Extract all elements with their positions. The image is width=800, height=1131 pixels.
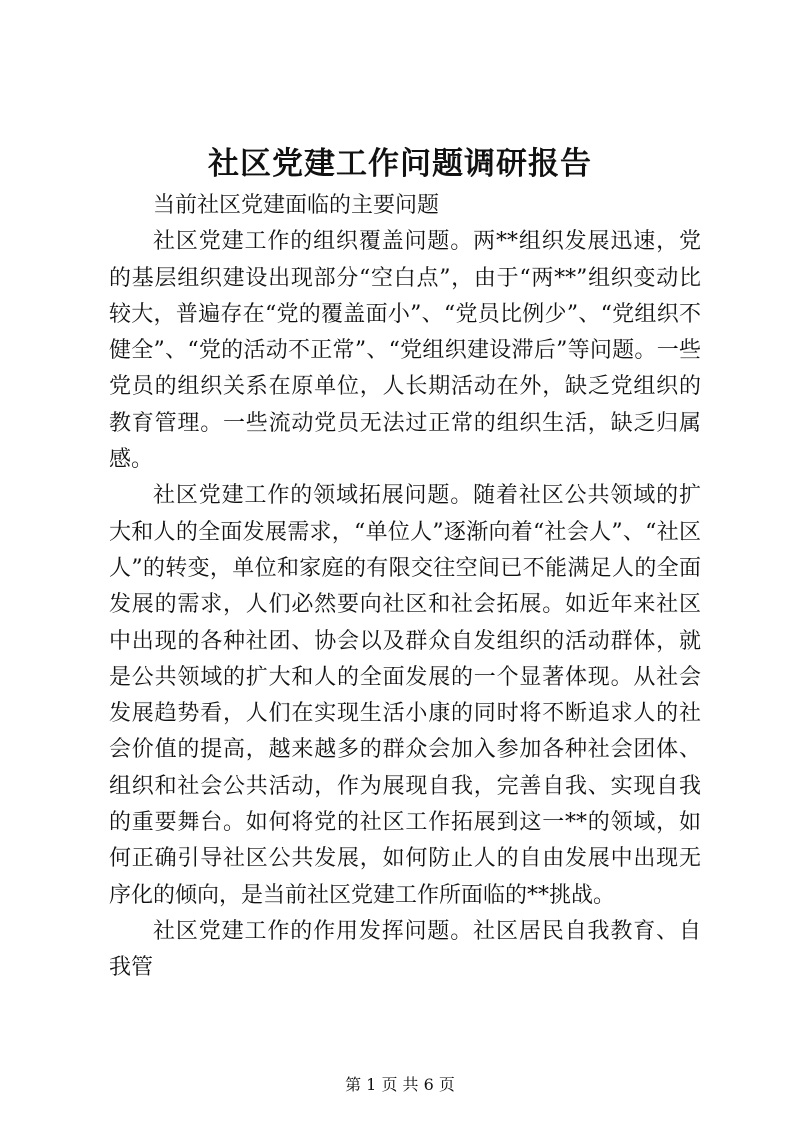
document-title: 社区党建工作问题调研报告 — [208, 146, 592, 182]
paragraph-role-issue: 社区党建工作的作用发挥问题。社区居民自我教育、自我管 — [109, 918, 701, 981]
paragraph-organization-coverage: 社区党建工作的组织覆盖问题。两**组织发展迅速，党的基层组织建设出现部分“空白点”，由于“两**”组织变动比较大，普遍存在“党的覆盖面小”、“党员比例少”、“党组织不健全”、“党的活动不正常”、“党组织建设滞后”等问题。一些党员的组织关系在原单位，人长期活动在外，缺乏党组织的教育管理。一些流动党员无法过正常的组织生活，缺乏归属感。 — [109, 229, 701, 473]
section-heading: 当前社区党建面临的主要问题 — [153, 193, 440, 218]
page-footer: 第 1 页 共 6 页 — [345, 1075, 455, 1094]
paragraph-domain-expansion: 社区党建工作的领域拓展问题。随着社区公共领域的扩大和人的全面发展需求，“单位人”逐渐向着“社会人”、“社区人”的转变，单位和家庭的有限交往空间已不能满足人的全面发展的需求，人们必然要向社区和社会拓展。如近年来社区中出现的各种社团、协会以及群众自发组织的活动群体，就是公共领域的扩大和人的全面发展的一个显著体现。从社会发展趋势看，人们在实现生活小康的同时将不断追求人的社会价值的提高，越来越多的群众会加入参加各种社会团体、组织和社会公共活动，作为展现自我，完善自我、实现自我的重要舞台。如何将党的社区工作拓展到这一**的领域，如何正确引导社区公共发展，如何防止人的自由发展中出现无序化的倾向，是当前社区党建工作所面临的**挑战。 — [109, 483, 701, 908]
document-body — [109, 188, 701, 987]
